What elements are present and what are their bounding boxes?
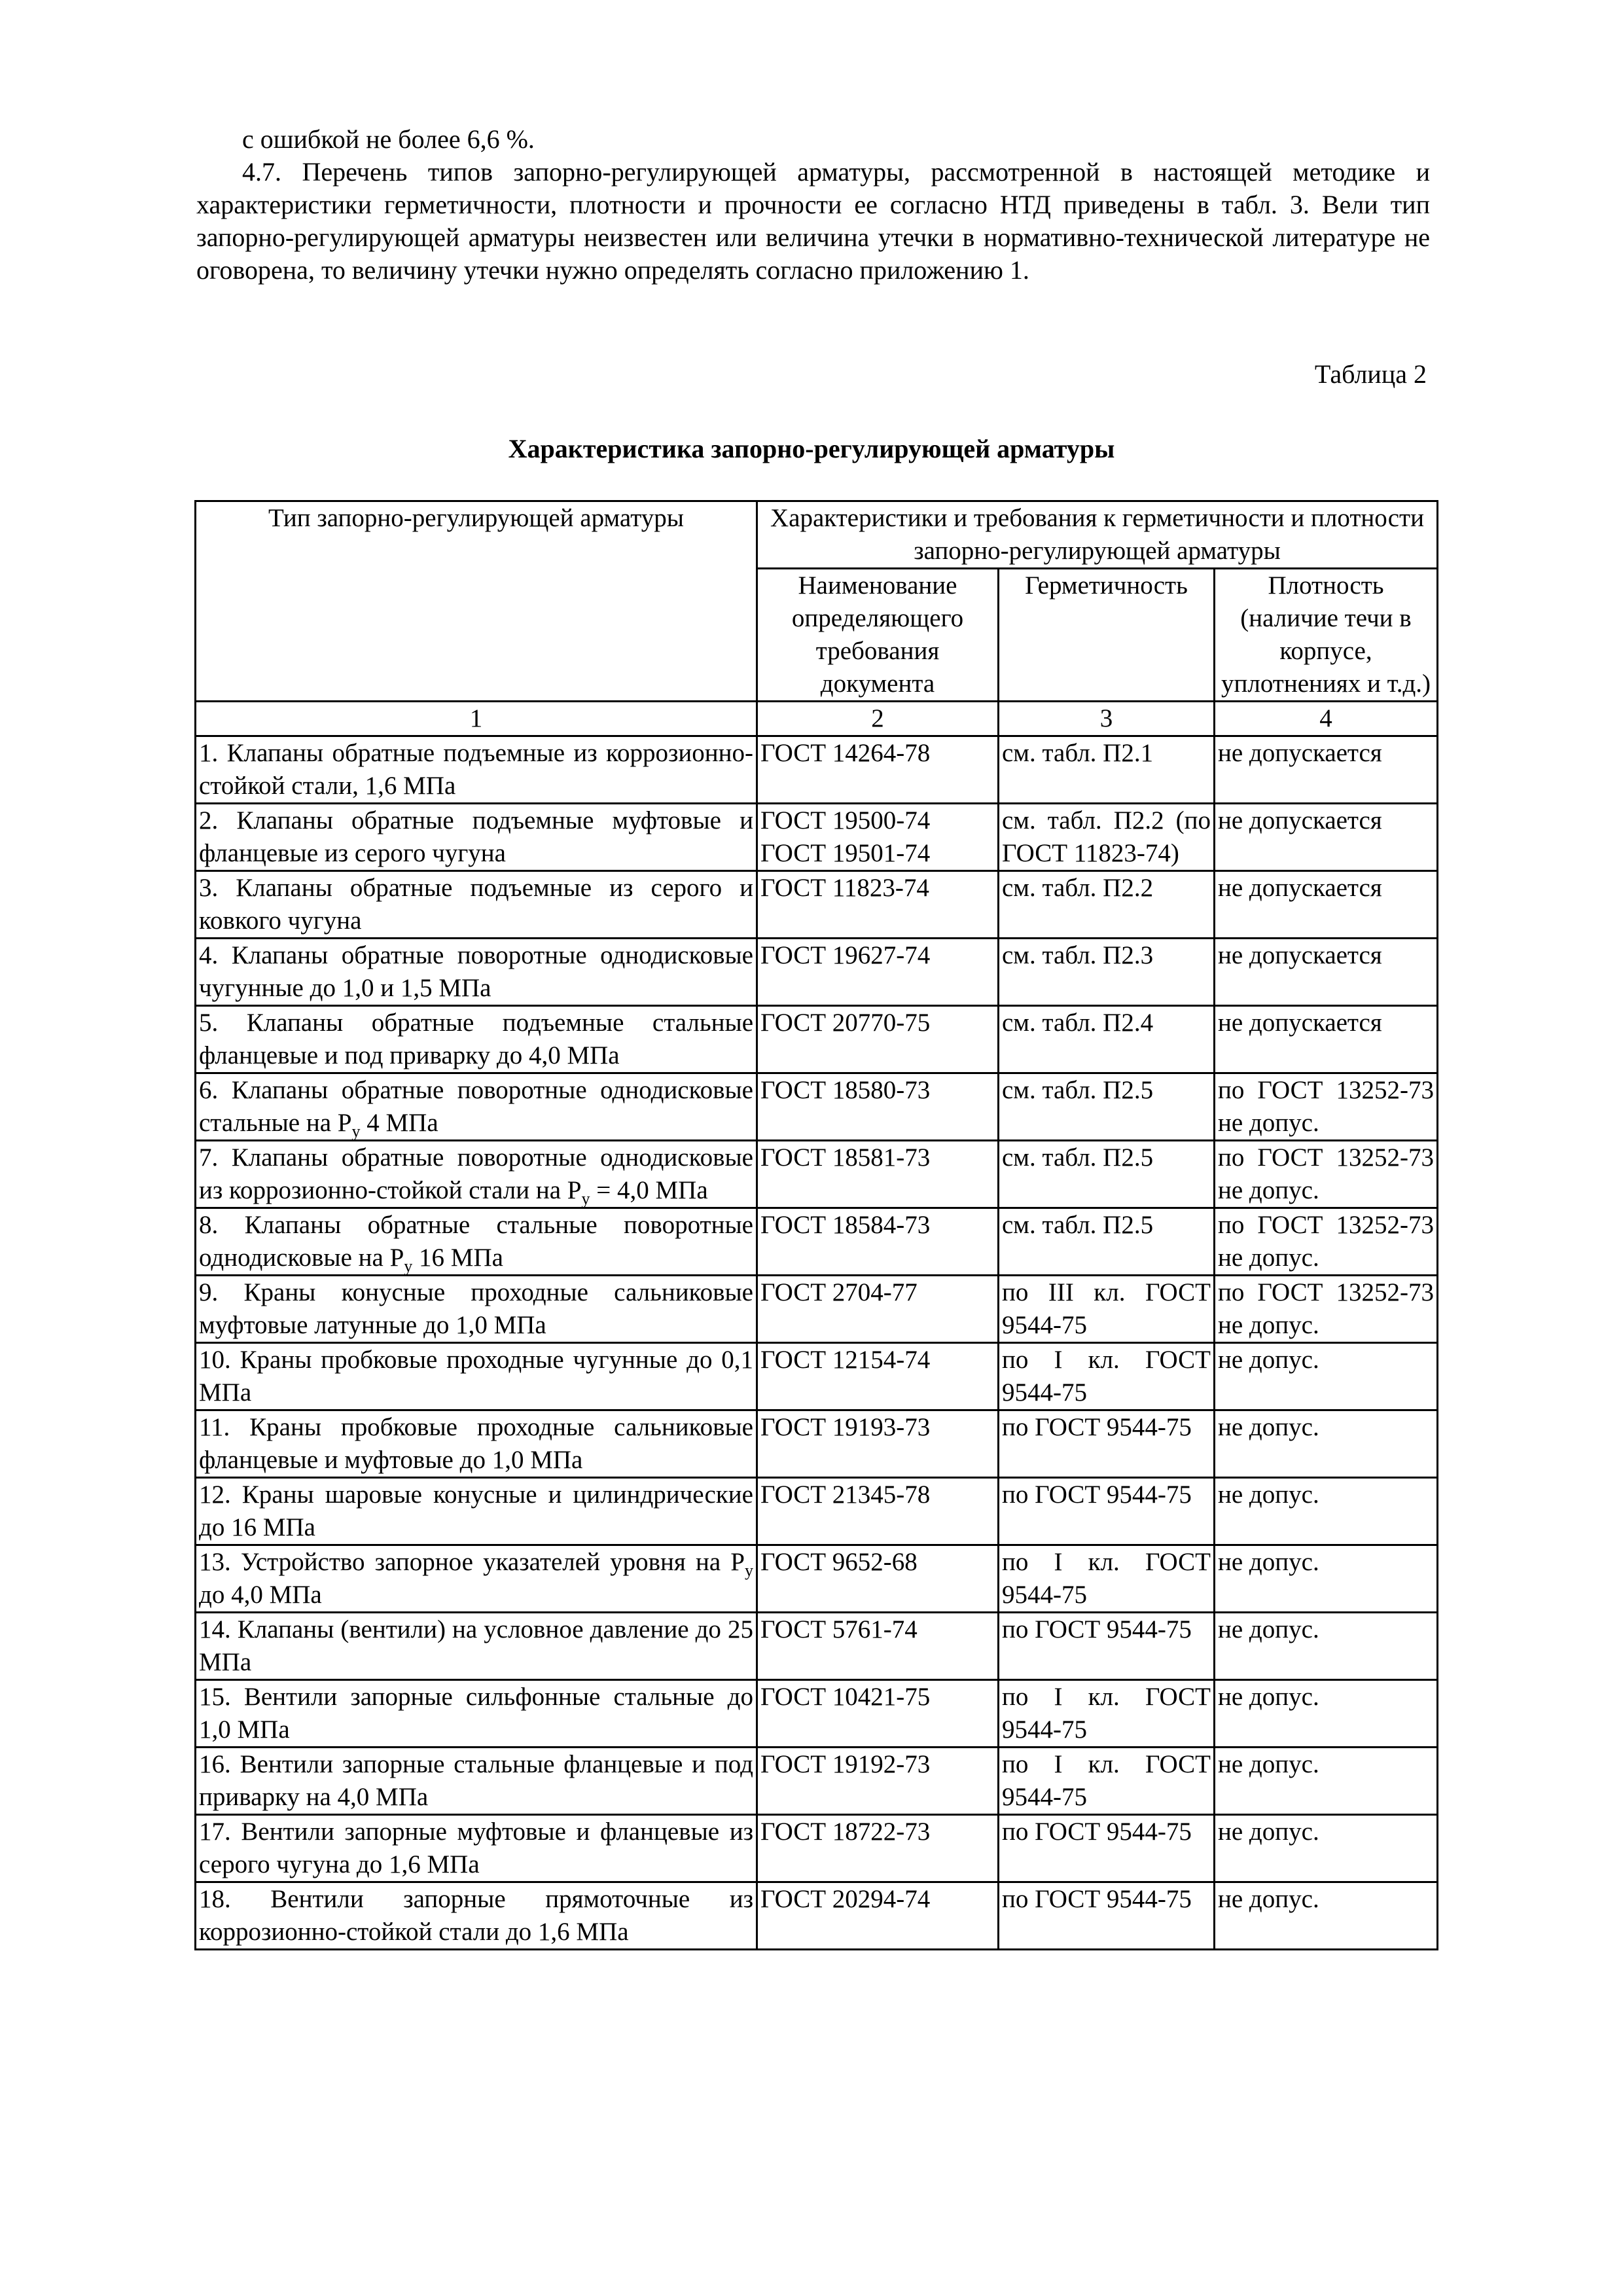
cell-hermeticity: по ГОСТ 9544-75 [999, 1478, 1215, 1545]
cell-hermeticity: см. табл. П2.1 [999, 736, 1215, 804]
cell-type-text: 7. Клапаны обратные поворотные однодисковые из коррозионно-стойкой стали на Р [199, 1143, 753, 1204]
cell-hermeticity: см. табл. П2.5 [999, 1141, 1215, 1208]
cell-density: не допус. [1215, 1410, 1438, 1478]
cell-hermeticity: по I кл. ГОСТ 9544-75 [999, 1680, 1215, 1748]
cell-type: 1. Клапаны обратные подъемные из коррозионно-стойкой стали, 1,6 МПа [196, 736, 757, 804]
cell-type [196, 1073, 757, 1141]
table-row [196, 1410, 1438, 1478]
cell-type-text: до 4,0 МПа [199, 1581, 322, 1609]
cell-doc: ГОСТ 18722-73 [757, 1815, 999, 1882]
subscript: у [581, 1189, 590, 1208]
cell-doc: ГОСТ 20294-74 [757, 1882, 999, 1950]
cell-type-text: 13. Устройство запорное указателей уровня на Р [199, 1548, 745, 1576]
cell-type: 15. Вентили запорные сильфонные стальные до 1,0 МПа [196, 1680, 757, 1748]
armature-table [194, 500, 1438, 1950]
subscript: у [745, 1560, 753, 1580]
cell-type: 9. Краны конусные проходные сальниковые муфтовые латунные до 1,0 МПа [196, 1276, 757, 1343]
cell-doc: ГОСТ 11823-74 [757, 871, 999, 939]
intro-line: с ошибкой не более 6,6 %. [242, 124, 535, 154]
cell-density: по ГОСТ 13252-73 не допус. [1215, 1141, 1438, 1208]
table-row [196, 1073, 1438, 1141]
cell-hermeticity: см. табл. П2.2 [999, 871, 1215, 939]
cell-hermeticity: см. табл. П2.5 [999, 1208, 1215, 1276]
cell-doc: ГОСТ 5761-74 [757, 1613, 999, 1680]
table-label: Таблица 2 [1314, 359, 1427, 389]
table-row [196, 1276, 1438, 1343]
cell-density: по ГОСТ 13252-73 не допус. [1215, 1073, 1438, 1141]
cell-type-text: 6. Клапаны обратные поворотные однодисковые стальные на Р [199, 1076, 753, 1137]
cell-hermeticity: по I кл. ГОСТ 9544-75 [999, 1748, 1215, 1815]
cell-type: 10. Краны пробковые проходные чугунные до 0,1 МПа [196, 1343, 757, 1410]
cell-doc: ГОСТ 19192-73 [757, 1748, 999, 1815]
column-number-row [196, 702, 1438, 736]
cell-type-text: 16 МПа [412, 1244, 503, 1272]
cell-density: не допускается [1215, 804, 1438, 871]
cell-doc: ГОСТ 19627-74 [757, 939, 999, 1006]
header-col-dens: Плотность (наличие течи в корпусе, уплотнениях и т.д.) [1215, 569, 1438, 702]
cell-density: не допус. [1215, 1882, 1438, 1950]
cell-type: 2. Клапаны обратные подъемные муфтовые и фланцевые из серого чугуна [196, 804, 757, 871]
table-row [196, 1613, 1438, 1680]
cell-doc: ГОСТ 2704-77 [757, 1276, 999, 1343]
col-number: 3 [999, 702, 1215, 736]
cell-type: 4. Клапаны обратные поворотные однодисковые чугунные до 1,0 и 1,5 МПа [196, 939, 757, 1006]
table-row [196, 1006, 1438, 1073]
cell-type: 16. Вентили запорные стальные фланцевые и под приварку на 4,0 МПа [196, 1748, 757, 1815]
cell-type [196, 1141, 757, 1208]
cell-hermeticity: по ГОСТ 9544-75 [999, 1410, 1215, 1478]
table-row [196, 1343, 1438, 1410]
cell-density: не допускается [1215, 1006, 1438, 1073]
col-number: 4 [1215, 702, 1438, 736]
cell-hermeticity: см. табл. П2.4 [999, 1006, 1215, 1073]
cell-hermeticity: по III кл. ГОСТ 9544-75 [999, 1276, 1215, 1343]
cell-type: 14. Клапаны (вентили) на условное давление до 25 МПа [196, 1613, 757, 1680]
cell-hermeticity: см. табл. П2.3 [999, 939, 1215, 1006]
cell-doc: ГОСТ 18584-73 [757, 1208, 999, 1276]
cell-density: не допус. [1215, 1680, 1438, 1748]
cell-hermeticity: по I кл. ГОСТ 9544-75 [999, 1545, 1215, 1613]
cell-hermeticity: по ГОСТ 9544-75 [999, 1815, 1215, 1882]
intro-text [196, 123, 1430, 287]
cell-type: 11. Краны пробковые проходные сальниковые фланцевые и муфтовые до 1,0 МПа [196, 1410, 757, 1478]
cell-density: не допус. [1215, 1815, 1438, 1882]
cell-density: не допускается [1215, 736, 1438, 804]
table-row [196, 1680, 1438, 1748]
table-row [196, 736, 1438, 804]
cell-density: не допус. [1215, 1545, 1438, 1613]
table-row [196, 1748, 1438, 1815]
header-col-doc: Наименование определяющего требования документа [757, 569, 999, 702]
table-row [196, 1141, 1438, 1208]
cell-doc: ГОСТ 19193-73 [757, 1410, 999, 1478]
cell-density: не допускается [1215, 871, 1438, 939]
cell-hermeticity: см. табл. П2.2 (по ГОСТ 11823-74) [999, 804, 1215, 871]
cell-type: 12. Краны шаровые конусные и цилиндрические до 16 МПа [196, 1478, 757, 1545]
paragraph-4-7: 4.7. Перечень типов запорно-регулирующей арматуры, рассмотренной в настоящей методике и характеристики герметичности, плотности и прочности ее согласно НТД приведены в табл. 3. Вели тип запорно-регулирующей арматуры неизвестен или величина утечки в нормативно-технической литературе не оговорена, то величину утечки нужно определять согласно приложению 1. [196, 157, 1430, 285]
table-row [196, 1478, 1438, 1545]
col-number: 2 [757, 702, 999, 736]
cell-hermeticity: по ГОСТ 9544-75 [999, 1613, 1215, 1680]
cell-type [196, 1208, 757, 1276]
table-row [196, 939, 1438, 1006]
table-row [196, 804, 1438, 871]
table-row [196, 1208, 1438, 1276]
cell-doc: ГОСТ 12154-74 [757, 1343, 999, 1410]
cell-type: 18. Вентили запорные прямоточные из коррозионно-стойкой стали до 1,6 МПа [196, 1882, 757, 1950]
cell-type: 3. Клапаны обратные подъемные из серого и ковкого чугуна [196, 871, 757, 939]
table-row [196, 1882, 1438, 1950]
cell-type-text: 4 МПа [360, 1109, 438, 1137]
table-title: Характеристика запорно-регулирующей арматуры [508, 434, 1115, 463]
table-row [196, 1545, 1438, 1613]
cell-density: не допус. [1215, 1343, 1438, 1410]
col-number: 1 [196, 702, 757, 736]
subscript: у [351, 1121, 361, 1141]
cell-type: 5. Клапаны обратные подъемные стальные фланцевые и под приварку до 4,0 МПа [196, 1006, 757, 1073]
cell-doc: ГОСТ 9652-68 [757, 1545, 999, 1613]
cell-density: не допускается [1215, 939, 1438, 1006]
cell-density: по ГОСТ 13252-73 не допус. [1215, 1276, 1438, 1343]
table-row [196, 1815, 1438, 1882]
cell-type-text: 8. Клапаны обратные стальные поворотные однодисковые на Р [199, 1211, 753, 1272]
cell-density: не допус. [1215, 1613, 1438, 1680]
cell-doc: ГОСТ 10421-75 [757, 1680, 999, 1748]
cell-doc: ГОСТ 19500-74 ГОСТ 19501-74 [757, 804, 999, 871]
cell-doc: ГОСТ 18580-73 [757, 1073, 999, 1141]
cell-type-text: = 4,0 МПа [590, 1176, 708, 1204]
header-group: Характеристики и требования к герметичности и плотности запорно-регулирующей арматуры [757, 501, 1438, 569]
cell-doc: ГОСТ 20770-75 [757, 1006, 999, 1073]
cell-density: не допус. [1215, 1478, 1438, 1545]
cell-hermeticity: по I кл. ГОСТ 9544-75 [999, 1343, 1215, 1410]
cell-type: 17. Вентили запорные муфтовые и фланцевые из серого чугуна до 1,6 МПа [196, 1815, 757, 1882]
cell-density: по ГОСТ 13252-73 не допус. [1215, 1208, 1438, 1276]
header-row [196, 501, 1438, 569]
header-col-herm: Герметичность [999, 569, 1215, 702]
header-col-type: Тип запорно-регулирующей арматуры [196, 501, 757, 702]
cell-density: не допус. [1215, 1748, 1438, 1815]
cell-doc: ГОСТ 21345-78 [757, 1478, 999, 1545]
cell-hermeticity: по ГОСТ 9544-75 [999, 1882, 1215, 1950]
subscript: у [404, 1256, 413, 1276]
cell-hermeticity: см. табл. П2.5 [999, 1073, 1215, 1141]
cell-doc: ГОСТ 14264-78 [757, 736, 999, 804]
table-row [196, 871, 1438, 939]
cell-doc: ГОСТ 18581-73 [757, 1141, 999, 1208]
cell-type [196, 1545, 757, 1613]
